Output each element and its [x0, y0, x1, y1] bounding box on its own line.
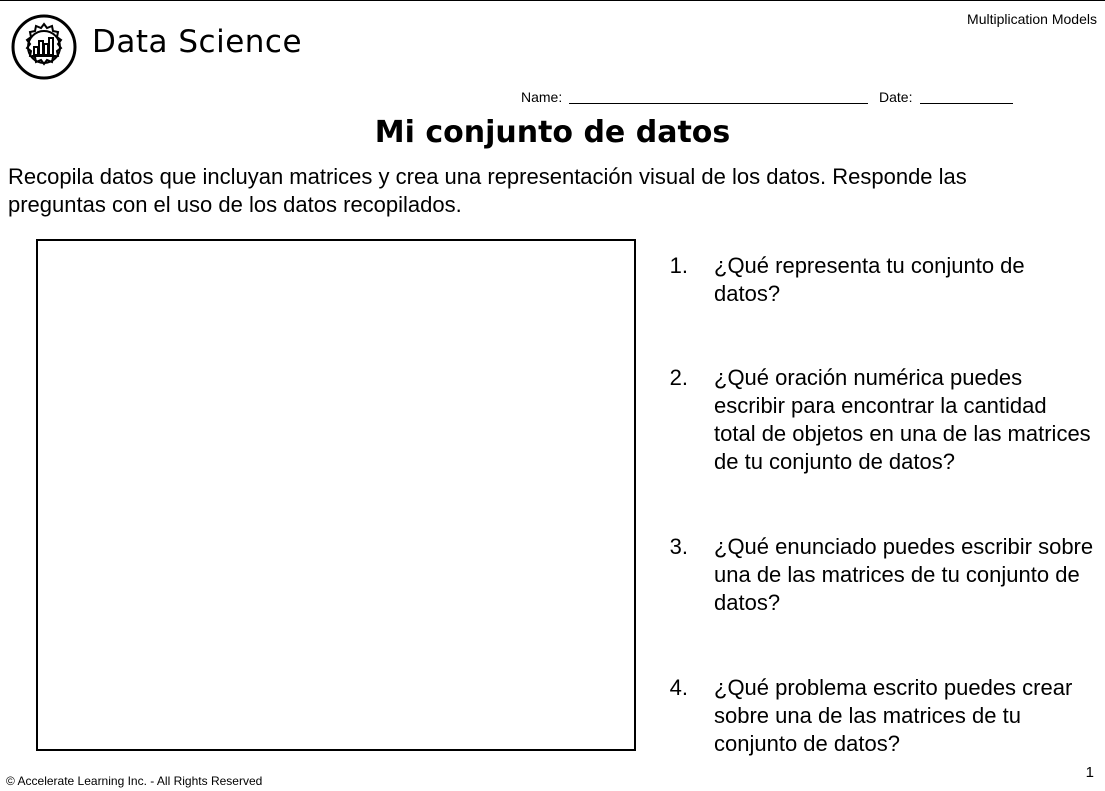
brand-title: Data Science — [92, 24, 303, 60]
top-rule — [0, 0, 1105, 1]
name-field[interactable] — [569, 103, 868, 104]
instructions: Recopila datos que incluyan matrices y crea una representación visual de los datos. Responde las preguntas con el uso de los datos recopilados. — [8, 164, 967, 217]
copyright-footer: © Accelerate Learning Inc. - All Rights Reserved — [6, 774, 263, 788]
question-number: 1. — [669, 253, 688, 278]
date-label: Date: — [879, 89, 913, 105]
question-number: 4. — [669, 675, 688, 700]
question-text: ¿Qué oración numérica puedes escribir para encontrar la cantidad total de objetos en una de las matrices de tu conjunto de datos? — [714, 365, 1091, 474]
unit-label: Multiplication Models — [967, 11, 1097, 27]
gear-bar-chart-icon — [11, 14, 77, 80]
question-text: ¿Qué enunciado puedes escribir sobre una de las matrices de tu conjunto de datos? — [714, 534, 1094, 615]
visual-representation-box[interactable] — [36, 239, 636, 751]
page-title: Mi conjunto de datos — [374, 115, 731, 150]
page-number: 1 — [1085, 764, 1094, 781]
date-field[interactable] — [920, 103, 1013, 104]
question-text: ¿Qué problema escrito puedes crear sobre una de las matrices de tu conjunto de datos? — [714, 675, 1073, 756]
question-number: 2. — [669, 365, 688, 390]
name-label: Name: — [521, 89, 563, 105]
question-text: ¿Qué representa tu conjunto de datos? — [714, 253, 1025, 306]
question-number: 3. — [669, 534, 688, 559]
